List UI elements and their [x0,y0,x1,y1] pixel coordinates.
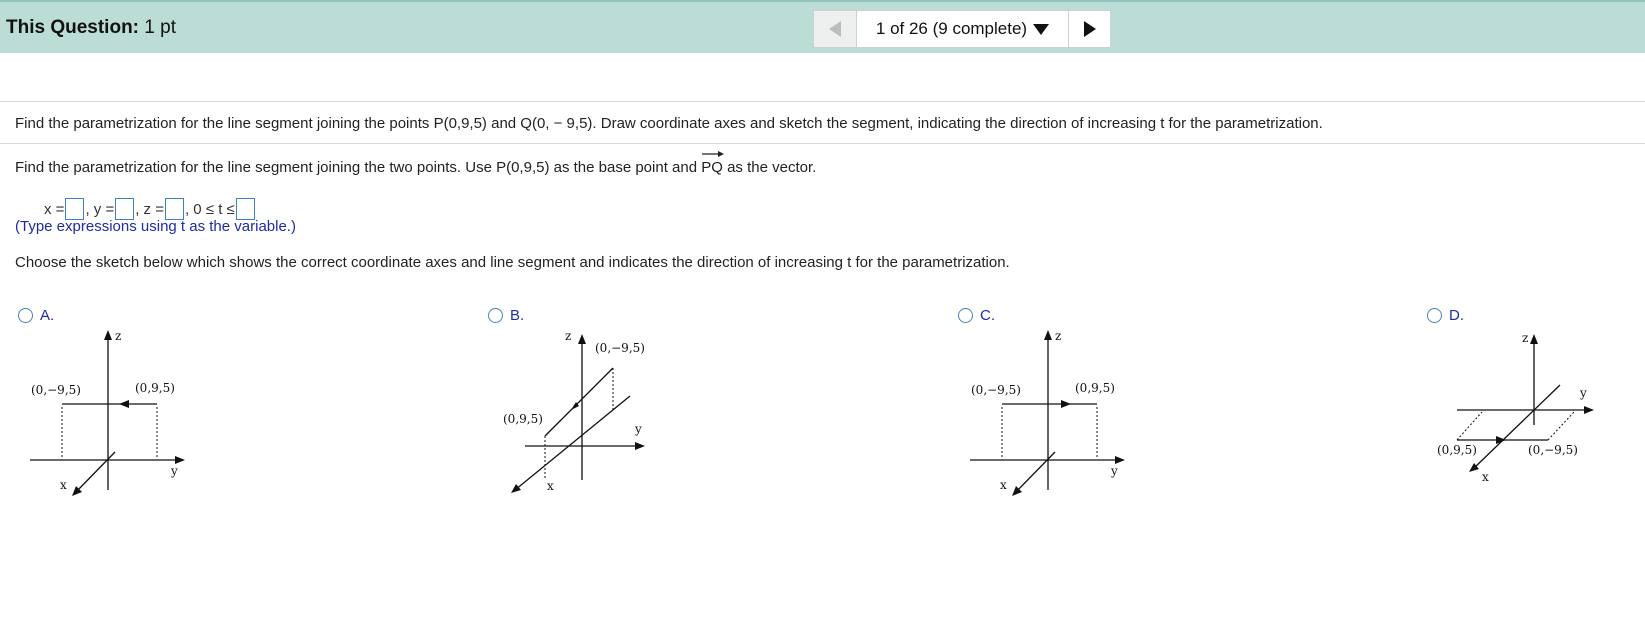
z-equals-label: , z = [135,200,164,218]
option-c-left-point: (0,−9,5) [971,383,1021,397]
option-d[interactable] [1427,307,1464,324]
vector-pq: PQ [701,159,723,176]
option-d-right-point: (0,−9,5) [1528,443,1578,457]
option-b-y-label: y [635,422,642,436]
option-d-sketch [1430,330,1610,500]
option-d-y-label: y [1580,386,1587,400]
x-answer-input[interactable] [65,198,84,220]
t-range-label: , 0 ≤ t ≤ [184,200,235,218]
previous-question-button[interactable] [813,10,857,48]
question-points-label: This Question: [6,17,139,38]
triangle-left-icon [828,20,842,38]
part-one-instructions: Find the parametrization for the line segment joining the two points. Use P(0,9,5) as the base point and PQ as the vector. [15,159,816,176]
option-c-label: C. [980,307,995,324]
question-header [0,0,1645,53]
option-d-left-point: (0,9,5) [1437,443,1477,457]
option-b[interactable] [488,307,524,324]
option-a-left-point: (0,−9,5) [31,383,81,397]
option-a-x-label: x [60,478,67,492]
x-equals-label: x = [44,200,65,218]
option-b-z-label: z [565,330,572,343]
question-points [6,17,176,39]
option-b-label: B. [510,307,525,324]
option-c-sketch [965,330,1140,500]
part-two-instructions: Choose the sketch below which shows the correct coordinate axes and line segment and indicates the direction of increasing t for the parametrization. [15,254,1010,271]
option-d-label: D. [1449,307,1464,324]
option-a-y-label: y [171,464,178,478]
option-b-radio[interactable] [488,308,503,323]
option-b-sketch [495,330,670,500]
option-d-radio[interactable] [1427,308,1442,323]
vector-arrow-icon [701,150,725,158]
option-c-z-label: z [1055,330,1062,343]
option-c-y-label: y [1111,464,1118,478]
input-hint: (Type expressions using t as the variable.) [15,218,296,235]
question-select-dropdown[interactable] [857,10,1069,48]
option-c-right-point: (0,9,5) [1075,381,1115,395]
question-navigator [813,10,1111,48]
question-points-value: 1 pt [144,17,176,38]
triangle-right-icon [1083,20,1097,38]
option-b-x-label: x [547,479,554,493]
option-a-label: A. [40,307,55,324]
option-b-left-point: (0,9,5) [503,412,543,426]
question-statement: Find the parametrization for the line segment joining the points P(0,9,5) and Q(0, − 9,5). Draw coordinate axes and sketch the segment, indicating the direction of increasing t for the parametrization. [15,115,1323,132]
y-answer-input[interactable] [115,198,134,220]
option-a-sketch [25,330,200,500]
triangle-down-icon [1033,24,1049,35]
option-a-right-point: (0,9,5) [135,381,175,395]
next-question-button[interactable] [1069,10,1111,48]
question-progress-text: 1 of 26 (9 complete) [875,19,1028,38]
divider [0,143,1645,144]
option-c-radio[interactable] [958,308,973,323]
option-c[interactable] [958,307,995,324]
option-d-x-label: x [1482,470,1489,484]
t-upper-bound-input[interactable] [236,198,255,220]
z-answer-input[interactable] [165,198,184,220]
option-a-z-label: z [115,330,122,343]
divider [0,101,1645,102]
option-b-top-point: (0,−9,5) [595,341,645,355]
option-d-z-label: z [1522,331,1529,345]
option-c-x-label: x [1000,478,1007,492]
y-equals-label: , y = [85,200,115,218]
option-a[interactable] [18,307,54,324]
option-a-radio[interactable] [18,308,33,323]
